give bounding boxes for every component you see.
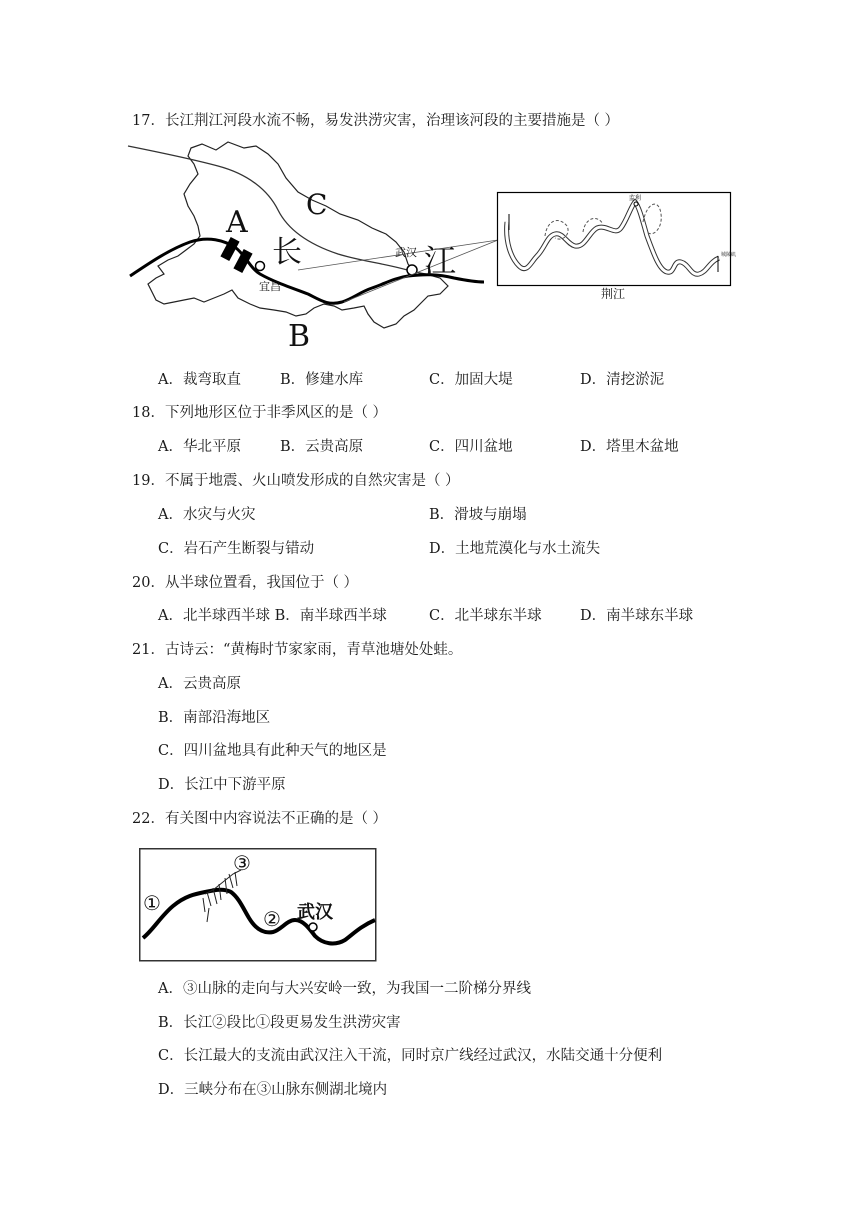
q17-option-b: B．修建水库	[280, 372, 364, 388]
q18-option-d: D．塔里木盆地	[580, 439, 679, 455]
inset-label-right: 城陵矶	[721, 252, 737, 258]
q21-option-d: D．长江中下游平原	[158, 777, 286, 793]
river-c	[128, 146, 414, 272]
q22-option-d: D．三峡分布在③山脉东侧湖北境内	[158, 1082, 388, 1098]
q21-option-c: C．四川盆地具有此种天气的地区是	[158, 743, 387, 759]
q21-option-b: B．南部沿海地区	[158, 710, 271, 726]
q18-option-a: A．华北平原	[158, 439, 241, 455]
q20-option-c: C．北半球东半球	[429, 608, 542, 624]
q22-label-three: ③	[233, 851, 251, 875]
map-label-jiang: 江	[424, 242, 457, 280]
map-label-yichang: 宜昌	[259, 280, 281, 293]
q22-wuhan-dot	[309, 923, 317, 931]
q22-option-b: B．长江②段比①段更易发生洪涝灾害	[158, 1015, 401, 1031]
q19-option-b: B．滑坡与崩塌	[429, 507, 527, 523]
map-label-b: B	[288, 319, 311, 354]
q22-label-two: ②	[263, 907, 281, 931]
q19-option-c: C．岩石产生断裂与错动	[158, 541, 315, 557]
dam-marker	[233, 249, 252, 273]
yichang-dot	[256, 262, 265, 271]
q17-option-a: A．裁弯取直	[158, 372, 241, 388]
q22-option-c: C．长江最大的支流由武汉注入干流，同时京广线经过武汉，水陆交通十分便利	[158, 1048, 663, 1064]
q17-option-c: C．加固大堤	[429, 372, 513, 388]
q22-option-a: A．③山脉的走向与大兴安岭一致，为我国一二阶梯分界线	[158, 981, 531, 997]
q19-stem: 19．不属于地震、火山喷发形成的自然灾害是（ ）	[132, 473, 460, 489]
map-label-a: A	[226, 205, 248, 240]
q21-option-a: A．云贵高原	[158, 676, 241, 692]
q19-option-a: A．水灾与火灾	[158, 507, 256, 523]
q22-label-wuhan: 武汉	[297, 902, 333, 923]
map-label-wuhan: 武汉	[395, 246, 417, 259]
q21-stem: 21．古诗云：“黄梅时节家家雨，青草池塘处处蛙。	[132, 642, 463, 658]
q19-option-d: D．土地荒漠化与水土流失	[429, 541, 601, 557]
q18-option-c: C．四川盆地	[429, 439, 513, 455]
inset-label-top: 监利	[629, 195, 642, 202]
q22-map	[139, 848, 379, 963]
q17-hubei-map	[128, 138, 500, 356]
q18-option-b: B．云贵高原	[280, 439, 364, 455]
q20-option-ab: A．北半球西半球 B．南半球西半球	[158, 608, 387, 624]
map-label-c: C	[306, 188, 328, 221]
map-label-chang: 长	[272, 235, 302, 270]
q20-stem: 20．从半球位置看，我国位于（ ）	[132, 575, 359, 591]
q22-stem: 22．有关图中内容说法不正确的是（ ）	[132, 811, 388, 827]
q18-stem: 18．下列地形区位于非季风区的是（ ）	[132, 405, 388, 421]
q17-option-d: D．清挖淤泥	[580, 372, 665, 388]
q17-jingjiang-inset	[497, 192, 737, 302]
q17-stem: 17．长江荆江河段水流不畅，易发洪涝灾害，治理该河段的主要措施是（ ）	[132, 113, 620, 129]
q20-option-d: D．南半球东半球	[580, 608, 694, 624]
inset-caption: 荆江	[601, 287, 626, 301]
q22-label-one: ①	[143, 891, 161, 915]
